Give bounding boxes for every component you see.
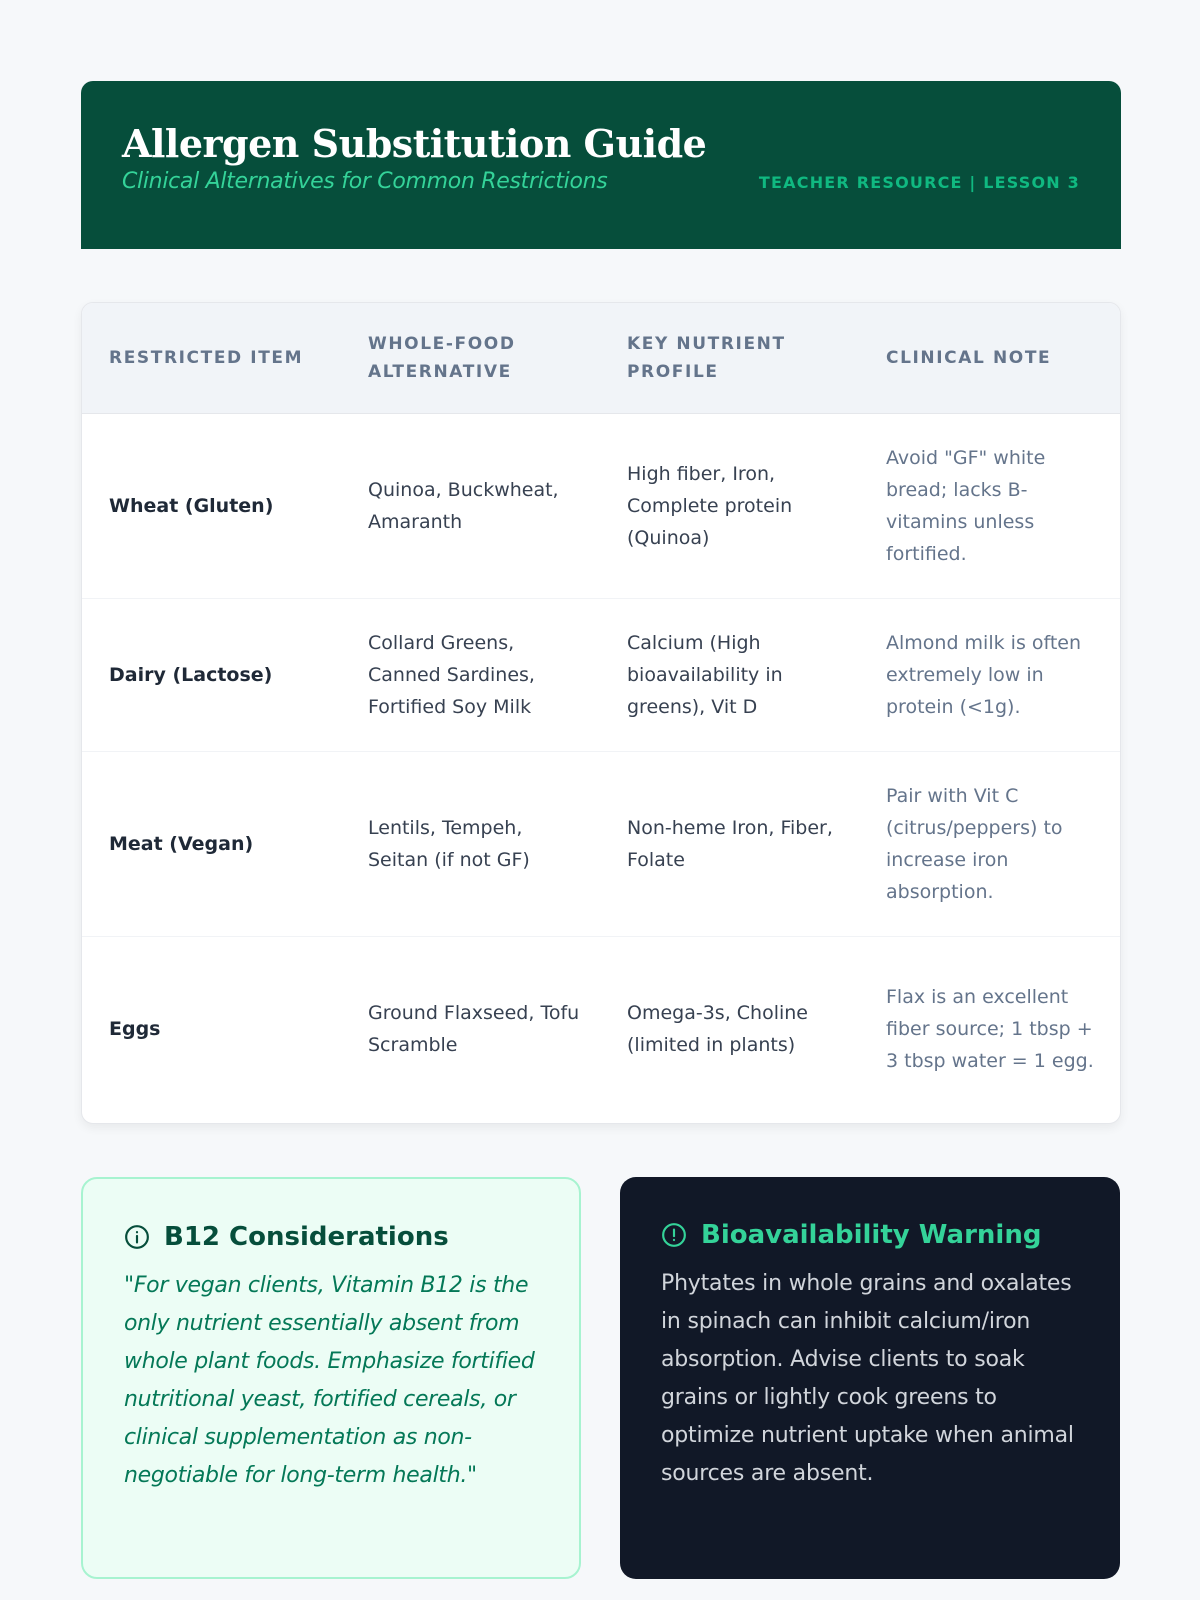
b12-card-title: B12 Considerations: [164, 1222, 449, 1252]
nutrient-cell: Non-heme Iron, Fiber, Folate: [627, 816, 833, 871]
resource-tag: TEACHER RESOURCE | LESSON 3: [758, 173, 1080, 192]
column-header-nutrient-profile: KEY NUTRIENT PROFILE: [627, 333, 786, 382]
table-header-row: [82, 303, 1120, 413]
table-row: [82, 936, 1120, 1121]
restricted-item-cell: Meat (Vegan): [109, 832, 254, 855]
b12-considerations-card: [81, 1177, 581, 1579]
warning-card-header: [661, 1217, 1080, 1253]
column-header-alternative: WHOLE-FOOD ALTERNATIVE: [368, 333, 516, 382]
b12-quote: "For vegan clients, Vitamin B12 is the only nutrient essentially absent from whole plant foods. Emphasize fortified nutritional yeast, fortified cereals, or clinical supplementation as non-negotiable for long-term health.": [124, 1273, 535, 1488]
column-header-restricted-item: RESTRICTED ITEM: [109, 347, 304, 368]
table-row: [82, 751, 1120, 936]
column-header-clinical-note: CLINICAL NOTE: [886, 347, 1052, 368]
restricted-item-cell: Wheat (Gluten): [109, 494, 274, 517]
bioavailability-warning-card: [620, 1177, 1120, 1579]
alternative-cell: Quinoa, Buckwheat, Amaranth: [368, 478, 559, 533]
info-icon: [124, 1224, 150, 1250]
note-cell: Flax is an excellent fiber source; 1 tbsp + 3 tbsp water = 1 egg.: [886, 985, 1094, 1072]
header-banner: [81, 81, 1121, 249]
alternative-cell: Lentils, Tempeh, Seitan (if not GF): [368, 816, 530, 871]
table-row: [82, 598, 1120, 751]
warning-text: Phytates in whole grains and oxalates in spinach can inhibit calcium/iron absorption. Advise clients to soak grains or lightly cook greens to optimize nutrient uptake when animal sources are absent.: [661, 1271, 1074, 1486]
header-row: [122, 169, 1080, 194]
b12-card-header: [124, 1219, 539, 1255]
note-cell: Pair with Vit C (citrus/peppers) to increase iron absorption.: [886, 784, 1063, 903]
nutrient-cell: Omega-3s, Choline (limited in plants): [627, 1001, 809, 1056]
note-cell: Avoid "GF" white bread; lacks B-vitamins unless fortified.: [886, 446, 1046, 565]
page-subtitle: Clinical Alternatives for Common Restrictions: [122, 169, 608, 194]
restricted-item-cell: Eggs: [109, 1017, 161, 1040]
restricted-item-cell: Dairy (Lactose): [109, 663, 273, 686]
warning-card-title: Bioavailability Warning: [701, 1220, 1042, 1250]
substitution-table: [82, 303, 1120, 1121]
table-body: [82, 413, 1120, 1121]
alert-icon: [661, 1222, 687, 1248]
page-title: Allergen Substitution Guide: [122, 121, 707, 166]
alternative-cell: Collard Greens, Canned Sardines, Fortified Soy Milk: [368, 631, 535, 718]
substitution-table-card: [81, 302, 1121, 1124]
alternative-cell: Ground Flaxseed, Tofu Scramble: [368, 1001, 580, 1056]
table-row: [82, 413, 1120, 598]
nutrient-cell: Calcium (High bioavailability in greens), Vit D: [627, 631, 783, 718]
nutrient-cell: High fiber, Iron, Complete protein (Quinoa): [627, 462, 793, 549]
note-cell: Almond milk is often extremely low in protein (<1g).: [886, 631, 1082, 718]
table-header: [82, 303, 1120, 413]
